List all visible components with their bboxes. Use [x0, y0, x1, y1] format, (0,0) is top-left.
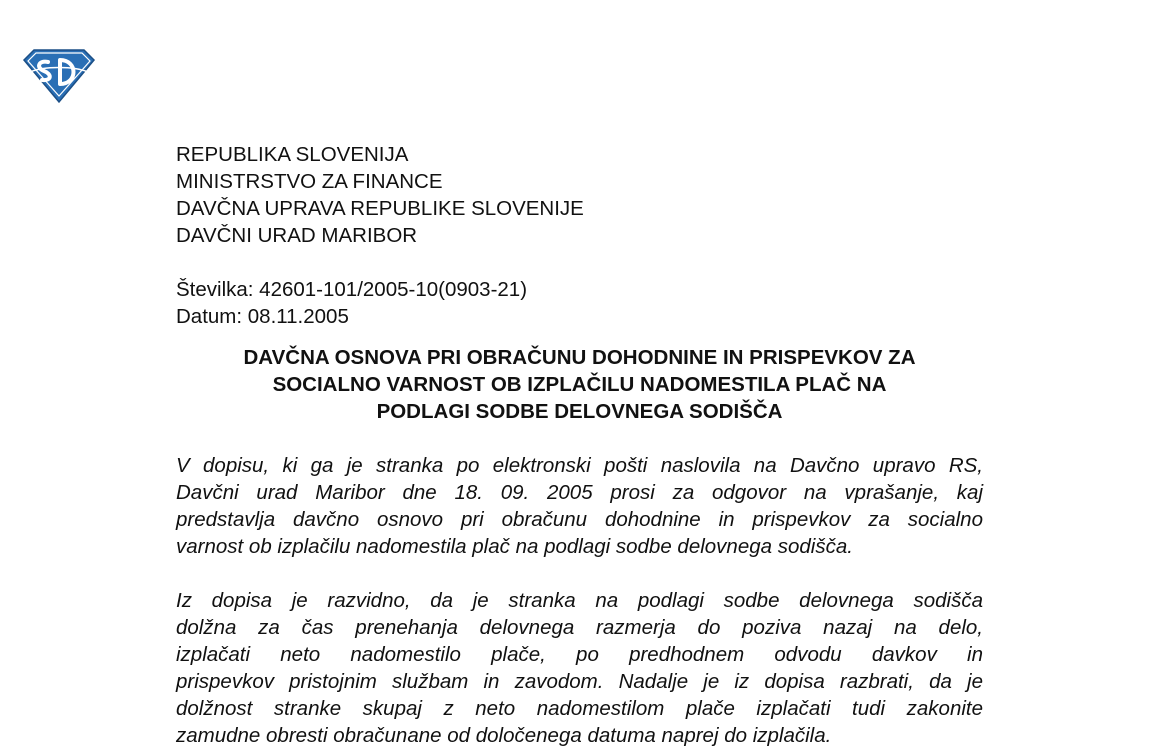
- paragraph-1-line-1: V dopisu, ki ga je stranka po elektronski pošti naslovila na Davčno upravo RS,: [176, 454, 983, 477]
- durs-logo-icon: [22, 48, 96, 104]
- paragraph-2-line-2: dolžna za čas prenehanja delovnega razmerja do poziva nazaj na delo,: [176, 616, 983, 639]
- paragraph-2-line-3: izplačati neto nadomestilo plače, po predhodnem odvodu davkov in: [176, 643, 983, 666]
- paragraph-2-line-5: dolžnost stranke skupaj z neto nadomestilom plače izplačati tudi zakonite: [176, 697, 983, 720]
- header-line-1: REPUBLIKA SLOVENIJA: [176, 143, 409, 166]
- paragraph-2-line-4: prispevkov pristojnim službam in zavodom. Nadalje je iz dopisa razbrati, da je: [176, 670, 983, 693]
- header-line-2: MINISTRSTVO ZA FINANCE: [176, 170, 443, 193]
- letter-content: [176, 141, 983, 749]
- title-line-1: DAVČNA OSNOVA PRI OBRAČUNU DOHODNINE IN PRISPEVKOV ZA: [243, 346, 916, 369]
- document-title: [176, 344, 983, 425]
- title-line-2: SOCIALNO VARNOST OB IZPLAČILU NADOMESTILA PLAČ NA: [272, 373, 887, 396]
- reference-number: Številka: 42601-101/2005-10(0903-21): [176, 278, 528, 301]
- paragraph-1-line-3: predstavlja davčno osnovo pri obračunu dohodnine in prispevkov za socialno: [176, 508, 983, 531]
- paragraph-1: [176, 452, 983, 560]
- header-line-3: DAVČNA UPRAVA REPUBLIKE SLOVENIJE: [176, 197, 584, 220]
- paragraph-1-line-4: varnost ob izplačilu nadomestila plač na podlagi sodbe delovnega sodišča.: [176, 535, 853, 558]
- title-line-3: PODLAGI SODBE DELOVNEGA SODIŠČA: [376, 400, 783, 423]
- paragraph-2-line-1: Iz dopisa je razvidno, da je stranka na podlagi sodbe delovnega sodišča: [176, 589, 983, 612]
- paragraph-1-line-2: Davčni urad Maribor dne 18. 09. 2005 prosi za odgovor na vprašanje, kaj: [176, 481, 983, 504]
- paragraph-2: [176, 587, 983, 749]
- durs-logo: [22, 48, 96, 104]
- header-line-4: DAVČNI URAD MARIBOR: [176, 224, 418, 247]
- document-date: Datum: 08.11.2005: [176, 305, 349, 328]
- paragraph-2-line-6: zamudne obresti obračunane od določenega datuma naprej do izplačila.: [176, 724, 832, 747]
